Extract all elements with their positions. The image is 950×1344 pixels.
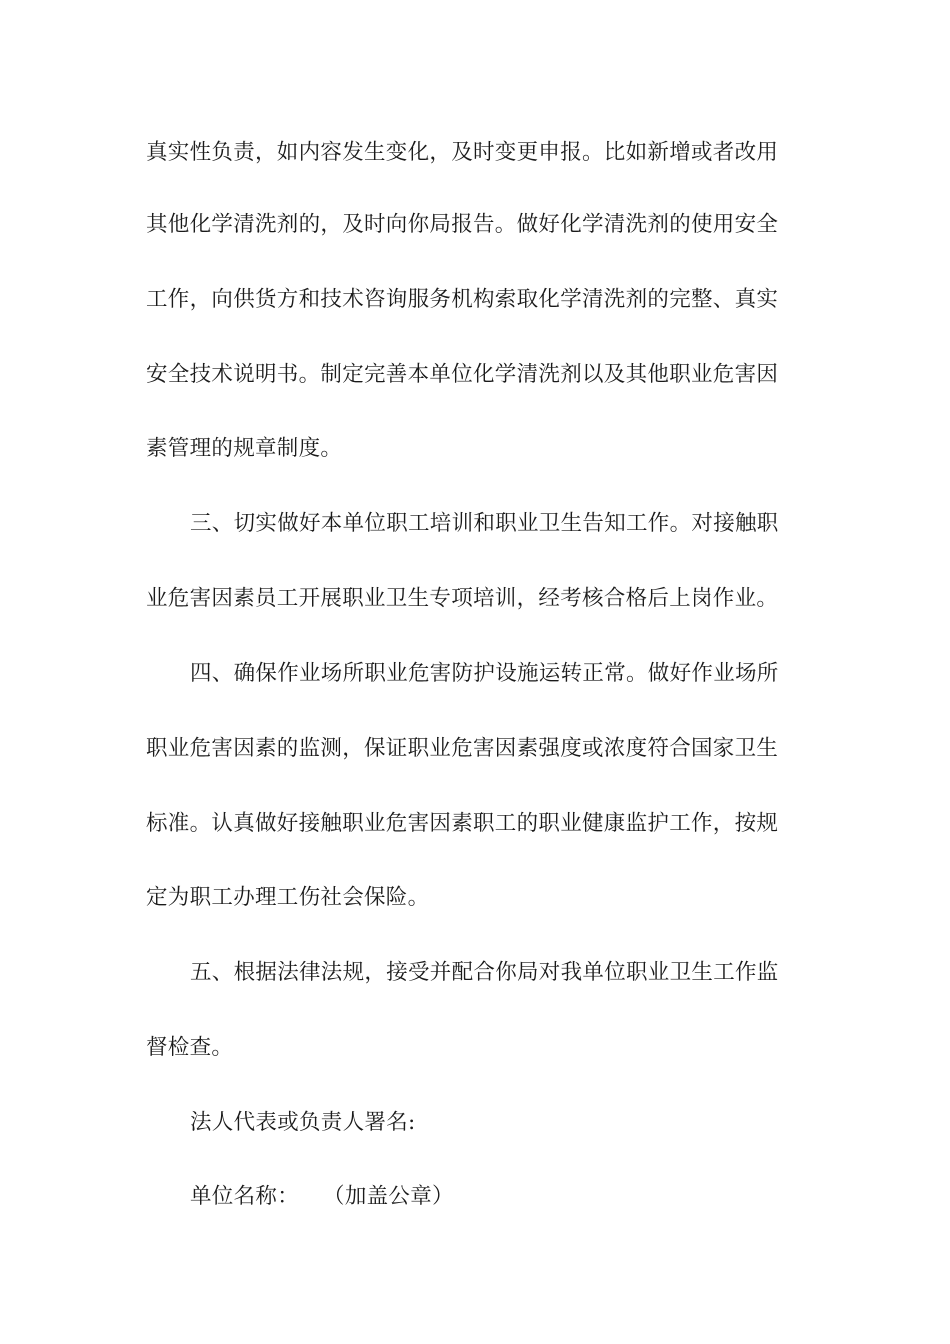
text-line: 五、根据法律法规，接受并配合你局对我单位职业卫生工作监: [190, 960, 779, 985]
text-line: 职业危害因素的监测，保证职业危害因素强度或浓度符合国家卫生: [146, 736, 779, 761]
text-line: 真实性负责，如内容发生变化，及时变更申报。比如新增或者改用: [146, 140, 779, 165]
text-line: 工作，向供货方和技术咨询服务机构索取化学清洗剂的完整、真实: [146, 287, 779, 312]
text-line: 素管理的规章制度。: [146, 436, 343, 461]
text-line: 业危害因素员工开展职业卫生专项培训，经考核合格后上岗作业。: [146, 586, 779, 611]
text-line: 四、确保作业场所职业危害防护设施运转正常。做好作业场所: [190, 661, 779, 686]
text-line: 其他化学清洗剂的，及时向你局报告。做好化学清洗剂的使用安全: [146, 212, 779, 237]
text-line: 定为职工办理工伤社会保险。: [146, 885, 430, 910]
representative-signature-label: 法人代表或负责人署名:: [190, 1110, 416, 1135]
unit-name-row: [190, 1182, 870, 1212]
unit-name-label: 单位名称：: [190, 1184, 300, 1209]
text-line: 标准。认真做好接触职业危害因素职工的职业健康监护工作，按规: [146, 811, 779, 836]
text-line: 督检查。: [146, 1035, 234, 1060]
official-seal-placeholder: （加盖公章）: [323, 1184, 454, 1209]
text-line: 安全技术说明书。制定完善本单位化学清洗剂以及其他职业危害因: [146, 362, 779, 387]
text-line: 三、切实做好本单位职工培训和职业卫生告知工作。对接触职: [190, 511, 779, 536]
